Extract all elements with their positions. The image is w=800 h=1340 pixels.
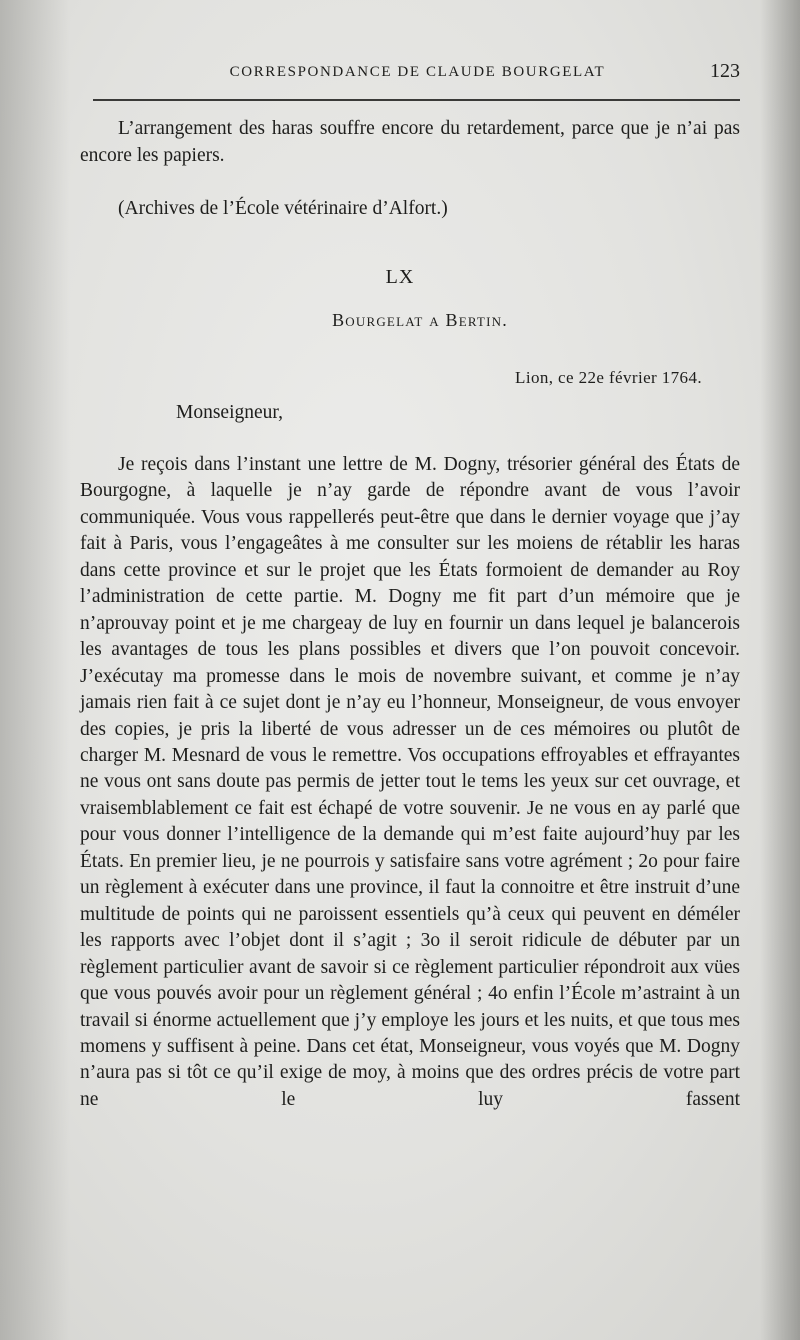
header-rule (93, 99, 740, 101)
letter-body: Je reçois dans l’instant une lettre de M. Dogny, trésorier général des États de Bourgogne, à laquelle je n’ay garde de répondre avant de vous l’avoir communiquée. Vous vous rappellerés peut-être que dans le dernier voyage que j’ay fait à Paris, vous l’engageâtes à me consulter sur les moiens de rétablir les haras dans cette province et sur le projet que les États formoient de demander au Roy l’administration de cette partie. M. Dogny me fit part d’un mémoire que je n’aprouvay point et je me chargeay de luy en fournir un dans lequel je balancerois les avantages de tous les plans possibles et divers que l’on pouvoit concevoir. J’exécutay ma promesse dans le mois de novembre suivant, et comme je n’ay jamais rien fait à ce sujet dont je n’ay eu l’honneur, Monseigneur, de vous envoyer des copies, je pris la liberté de vous adresser un de ces mémoires ou plutôt de charger M. Mesnard de vous le remettre. Vos occupations effroyables et effrayantes ne vous ont sans doute pas permis de jetter tout le tems les yeux sur cet ouvrage, et vraisemblablement ce fait est échapé de votre souvenir. Je ne vous en ay parlé que pour vous donner l’intelligence de la demande qui m’est faite aujourd’huy par les États. En premier lieu, je ne pourrois y satisfaire sans votre agrément ; 2o pour faire un règlement à exécuter dans une province, il faut la connoitre et être instruit d’une multitude de points qui ne paroissent essentiels qu’à ceux qui peuvent en déméler les rapports avec l’objet dont il s’agit ; 3o il seroit ridicule de débuter par un règlement particulier avant de savoir si ce règlement particulier répondroit aux vües que vous pouvés avoir pour un règlement général ; 4o enfin l’École m’astraint à un travail si énorme actuellement que j’y employe les jours et les nuits, et que tous mes momens y suffisent à peine. Dans cet état, Monseigneur, vous voyés que M. Dogny n’aura pas si tôt ce qu’il exige de moy, à moins que des ordres précis de votre part ne le luy fassent (80, 454, 740, 1110)
running-head (95, 58, 740, 90)
page-number: 123 (710, 60, 740, 82)
letter-number: LX (385, 266, 415, 288)
intro-paragraph: L’arrangement des haras souffre encore du retardement, parce que je n’ai pas encore les papiers. (80, 118, 740, 166)
letter-salutation: Monseigneur, (176, 402, 283, 423)
letter-body-block (80, 452, 740, 1113)
intro-paragraph-block (80, 116, 740, 169)
archives-note: (Archives de l’École vétérinaire d’Alfort.) (118, 198, 448, 219)
letter-title: Bourgelat a Bertin. (332, 310, 508, 330)
letter-dateline: Lion, ce 22e février 1764. (515, 368, 702, 387)
running-title: CORRESPONDANCE DE CLAUDE BOURGELAT (229, 64, 606, 80)
